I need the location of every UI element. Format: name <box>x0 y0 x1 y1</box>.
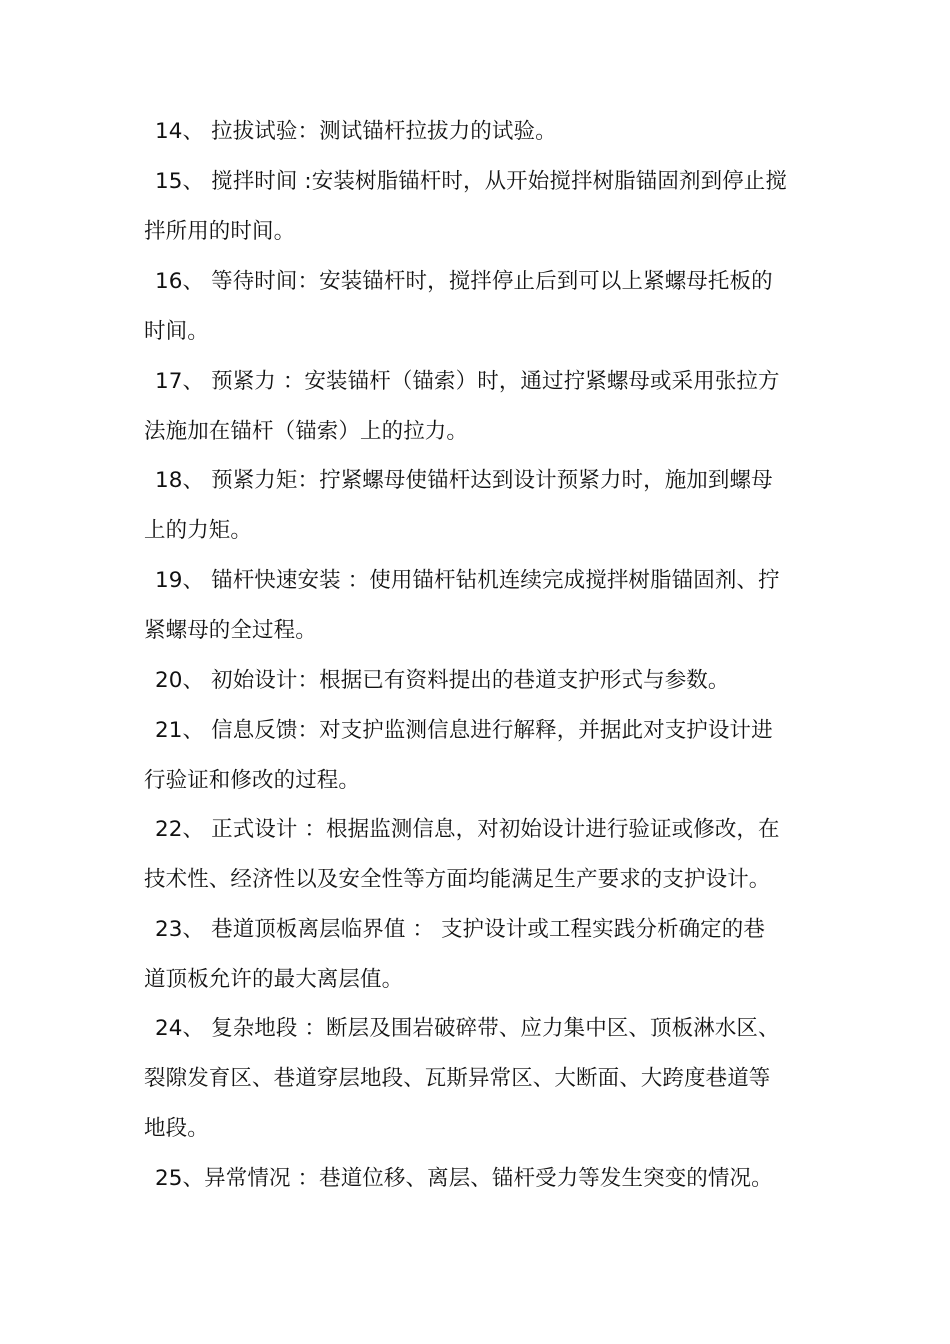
term-15-line-1: 15、 搅拌时间 :安装树脂锚杆时，从开始搅拌树脂锚固剂到停止搅 <box>155 169 787 194</box>
term-15-line-2: 拌所用的时间。 <box>144 219 296 244</box>
term-18-line-2: 上的力矩。 <box>144 518 253 543</box>
term-21-line-2: 行验证和修改的过程。 <box>144 768 361 793</box>
term-20-line: 20、 初始设计：根据已有资料提出的巷道支护形式与参数。 <box>155 668 730 693</box>
term-17-line-2: 法施加在锚杆（锚索）上的拉力。 <box>144 419 469 444</box>
term-14-line: 14、 拉拔试验：测试锚杆拉拔力的试验。 <box>155 119 557 144</box>
term-19-line-2: 紧螺母的全过程。 <box>144 618 317 643</box>
term-23-line-1: 23、 巷道顶板离层临界值 ： 支护设计或工程实践分析确定的巷 <box>155 917 765 942</box>
term-16-line-1: 16、 等待时间：安装锚杆时，搅拌停止后到可以上紧螺母托板的 <box>155 269 773 294</box>
term-25-line: 25、异常情况 ：巷道位移、离层、锚杆受力等发生突变的情况。 <box>155 1166 773 1191</box>
term-24-line-1: 24、 复杂地段 ：断层及围岩破碎带、应力集中区、顶板淋水区、 <box>155 1016 780 1041</box>
term-21-line-1: 21、 信息反馈：对支护监测信息进行解释，并据此对支护设计进 <box>155 718 773 743</box>
term-16-line-2: 时间。 <box>144 319 209 344</box>
term-19-line-1: 19、 锚杆快速安装 ：使用锚杆钻机连续完成搅拌树脂锚固剂、拧 <box>155 568 780 593</box>
term-18-line-1: 18、 预紧力矩：拧紧螺母使锚杆达到设计预紧力时，施加到螺母 <box>155 468 773 493</box>
term-24-line-2: 裂隙发育区、巷道穿层地段、瓦斯异常区、大断面、大跨度巷道等 <box>144 1066 771 1091</box>
term-24-line-3: 地段。 <box>144 1116 209 1141</box>
term-22-line-2: 技术性、经济性以及安全性等方面均能满足生产要求的支护设计。 <box>144 867 771 892</box>
term-23-line-2: 道顶板允许的最大离层值。 <box>144 967 404 992</box>
term-17-line-1: 17、 预紧力 ：安装锚杆（锚索）时，通过拧紧螺母或采用张拉方 <box>155 369 780 394</box>
term-22-line-1: 22、 正式设计 ：根据监测信息，对初始设计进行验证或修改，在 <box>155 817 780 842</box>
